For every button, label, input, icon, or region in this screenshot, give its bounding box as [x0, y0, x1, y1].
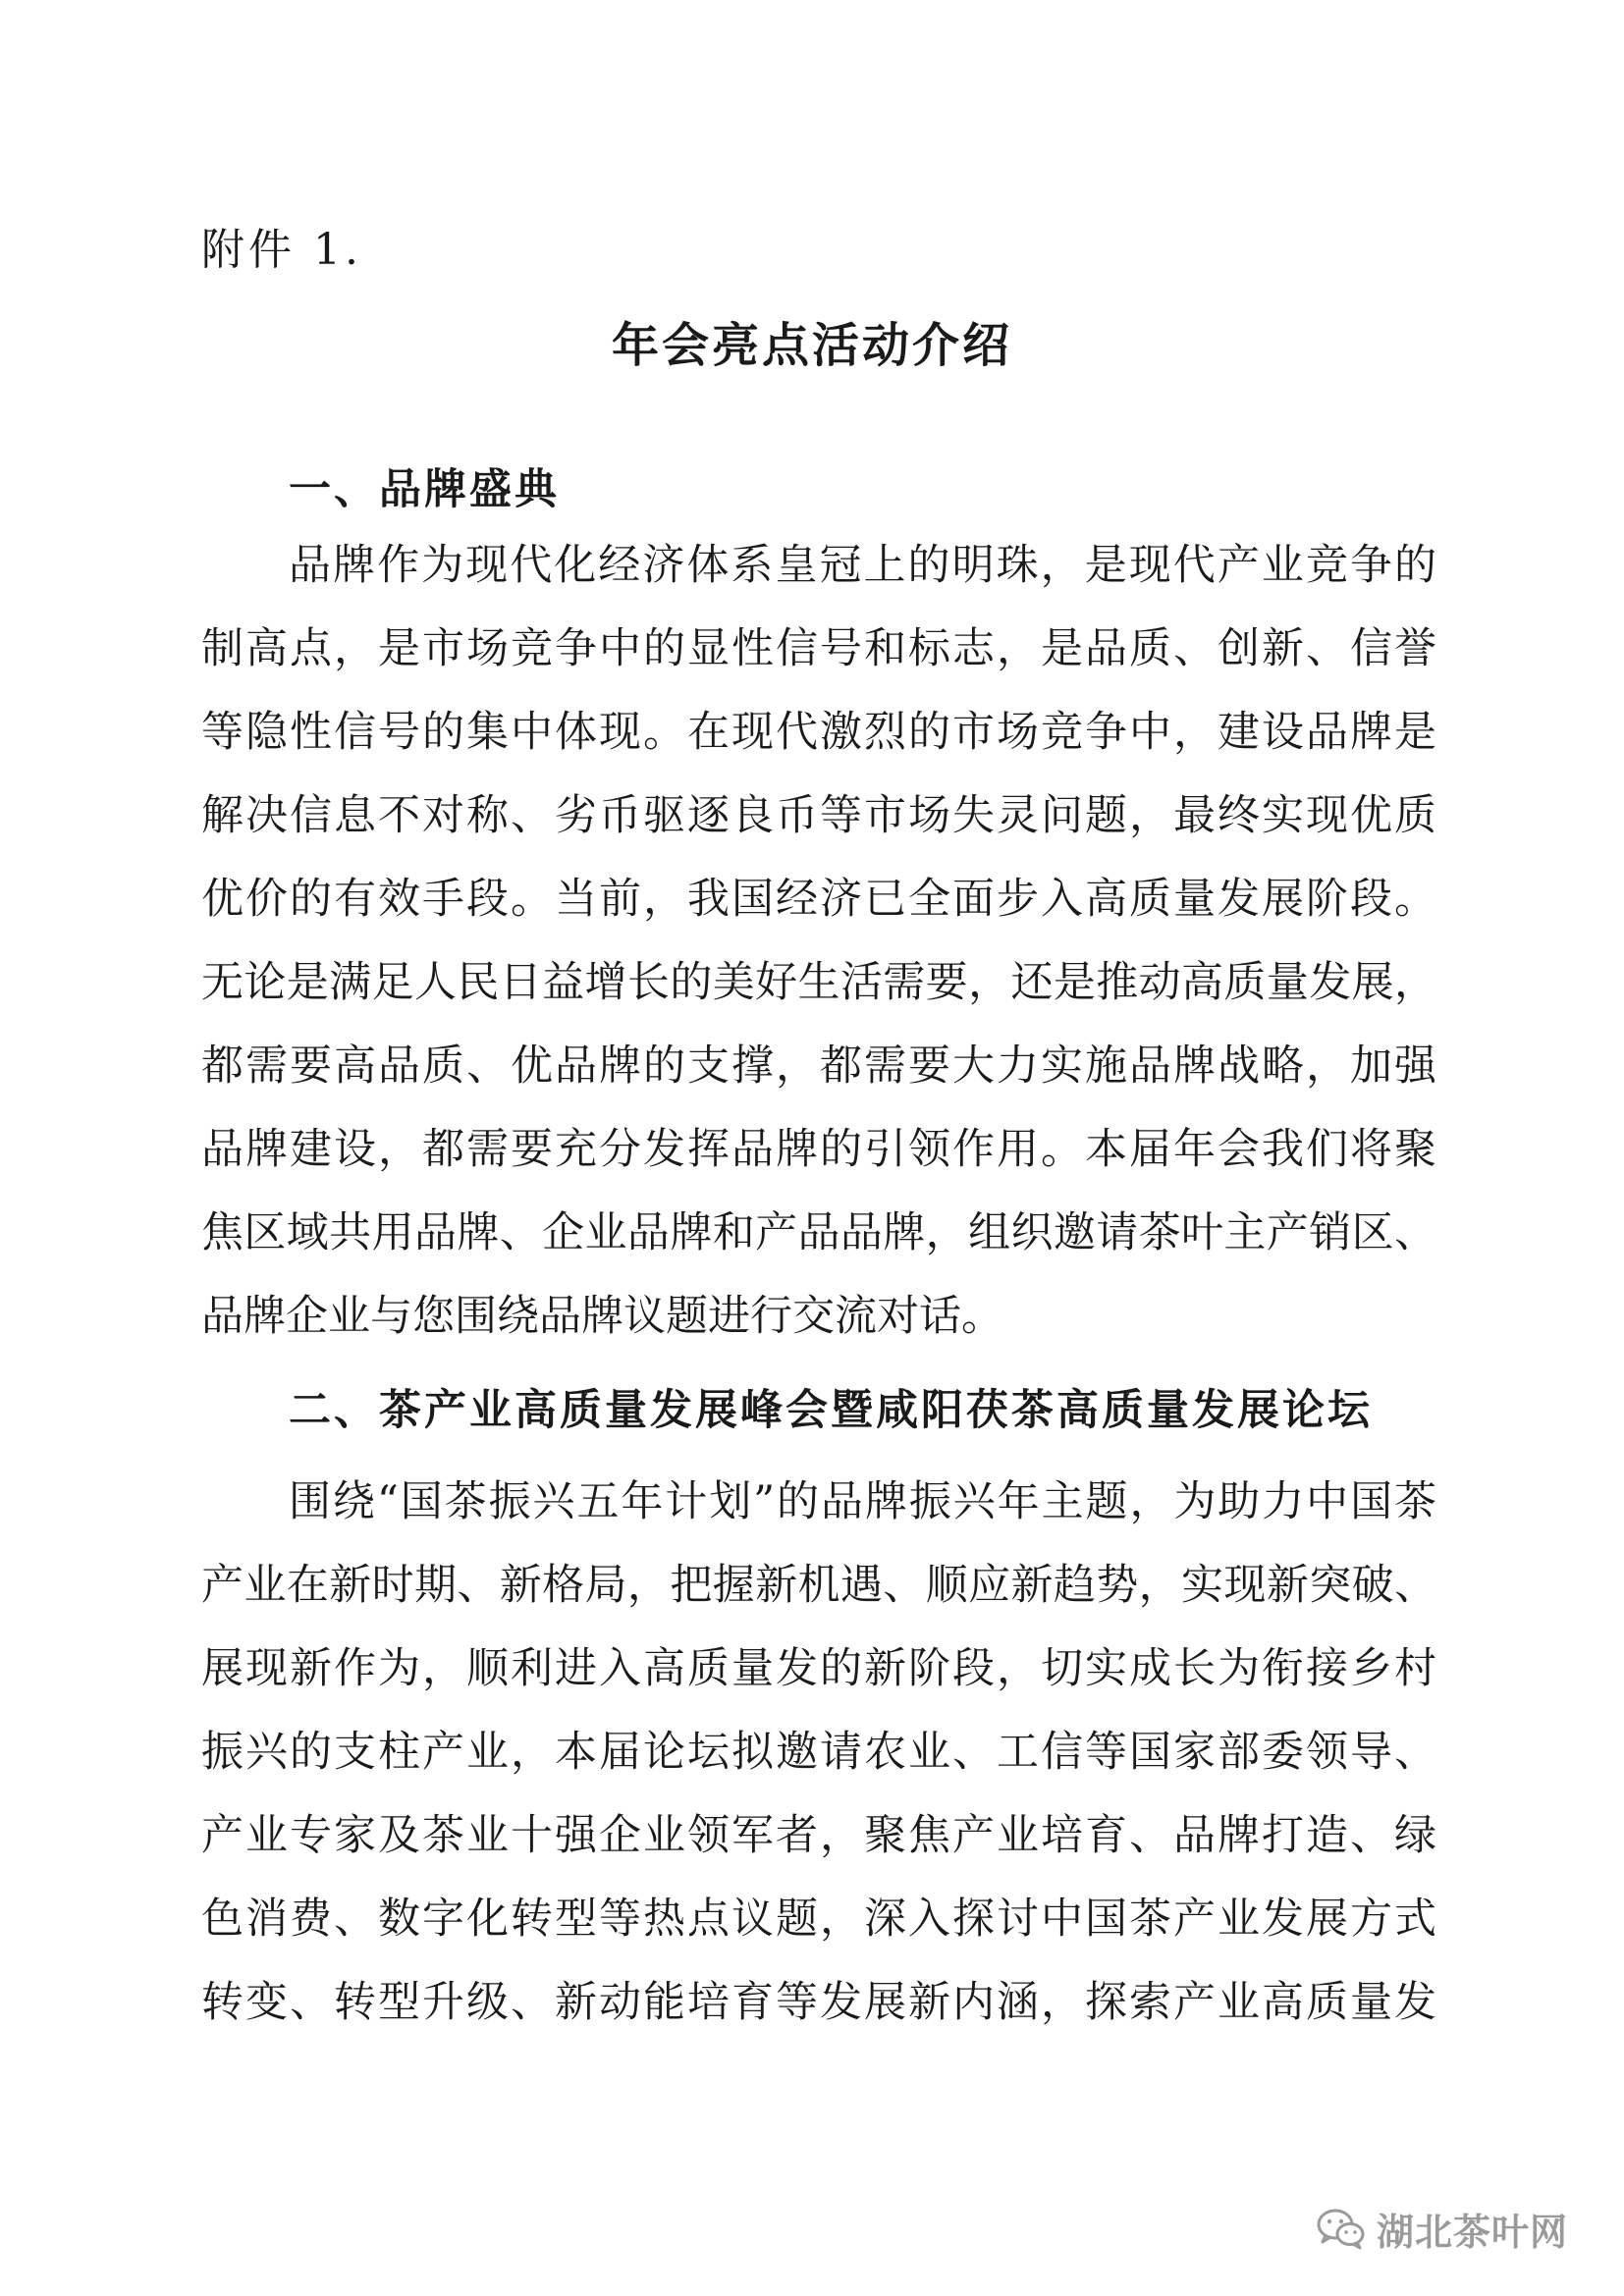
- paragraph-line: 展现新作为，顺利进入高质量发的新阶段，切实成长为衔接乡村: [201, 1644, 1436, 1693]
- paragraph-line: 围绕“国茶振兴五年计划”的品牌振兴年主题，为助力中国茶: [289, 1477, 1436, 1526]
- paragraph-line: 都需要高品质、优品牌的支撑，都需要大力实施品牌战略，加强: [201, 1041, 1436, 1091]
- paragraph-line: 品牌建设，都需要充分发挥品牌的引领作用。本届年会我们将聚: [201, 1125, 1436, 1174]
- paragraph-line: 解决信息不对称、劣币驱逐良币等市场失灵问题，最终实现优质: [201, 791, 1436, 840]
- watermark-text: 湖北茶叶网: [1377, 2210, 1569, 2254]
- paragraph-line: 产业专家及茶业十强企业领军者，聚焦产业培育、品牌打造、绿: [201, 1811, 1436, 1860]
- attachment-label: 附件 1.: [201, 225, 362, 275]
- paragraph-line: 无论是满足人民日益增长的美好生活需要，还是推动高质量发展，: [201, 958, 1436, 1007]
- paragraph-line: 转变、转型升级、新动能培育等发展新内涵，探索产业高质量发: [201, 1978, 1436, 2027]
- paragraph-line: 品牌企业与您围绕品牌议题进行交流对话。: [201, 1292, 1003, 1341]
- section-1-heading: 一、品牌盛典: [289, 465, 560, 514]
- paragraph-line: 品牌作为现代化经济体系皇冠上的明珠，是现代产业竞争的: [289, 541, 1436, 590]
- section-1-paragraph: [201, 524, 1436, 1359]
- wechat-icon: [1316, 2207, 1367, 2250]
- paragraph-line: 产业在新时期、新格局，把握新机遇、顺应新趋势，实现新突破、: [201, 1561, 1436, 1610]
- paragraph-line: 优价的有效手段。当前，我国经济已全面步入高质量发展阶段。: [201, 875, 1436, 924]
- paragraph-line: 焦区域共用品牌、企业品牌和产品品牌，组织邀请茶叶主产销区、: [201, 1208, 1436, 1257]
- watermark: [1316, 2199, 1600, 2258]
- paragraph-line: 振兴的支柱产业，本届论坛拟邀请农业、工信等国家部委领导、: [201, 1728, 1436, 1777]
- document-title: 年会亮点活动介绍: [611, 318, 1012, 373]
- paragraph-line: 等隐性信号的集中体现。在现代激烈的市场竞争中，建设品牌是: [201, 708, 1436, 757]
- section-2-heading: 二、茶产业高质量发展峰会暨咸阳茯茶高质量发展论坛: [289, 1386, 1373, 1435]
- paragraph-line: 制高点，是市场竞争中的显性信号和标志，是品质、创新、信誉: [201, 624, 1436, 673]
- section-2-paragraph: [201, 1461, 1436, 2045]
- paragraph-line: 色消费、数字化转型等热点议题，深入探讨中国茶产业发展方式: [201, 1895, 1436, 1944]
